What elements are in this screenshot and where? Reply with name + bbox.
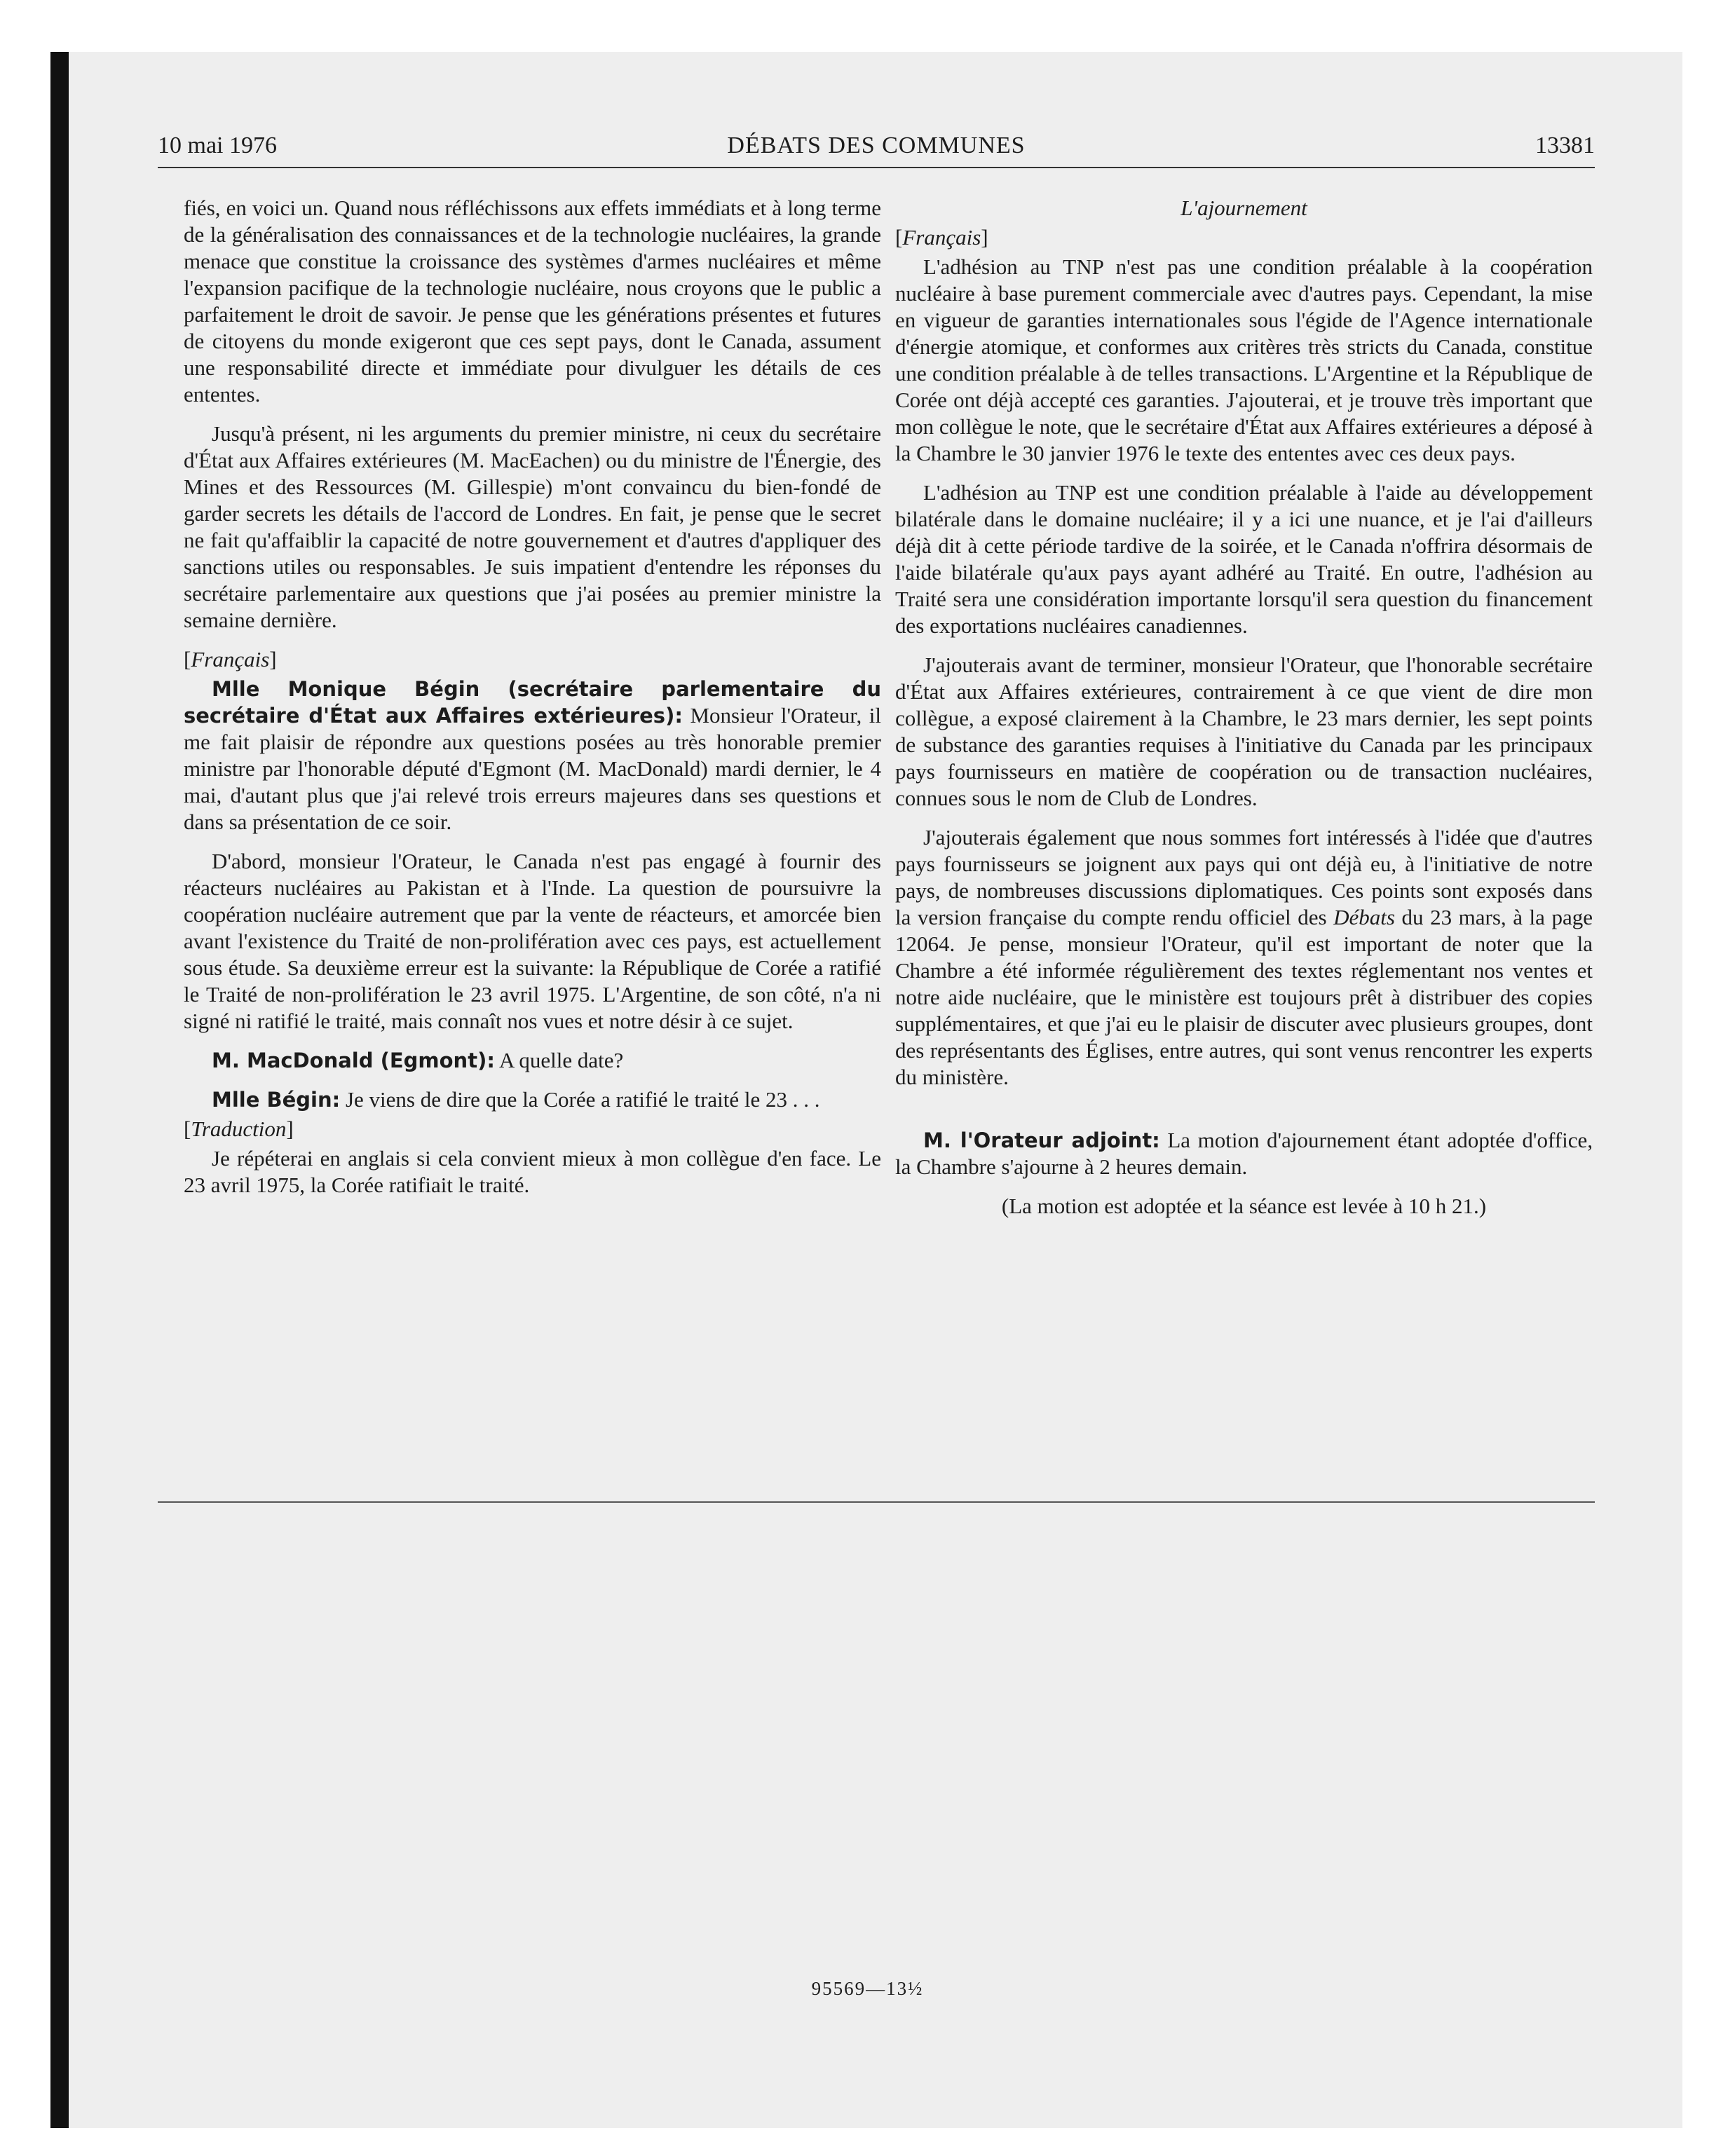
right-column — [895, 195, 1593, 1232]
end-note: (La motion est adoptée et la séance est levée à 10 h 21.) — [1001, 1194, 1487, 1218]
footer-code: 95569—13½ — [811, 1978, 924, 1999]
header-rule — [158, 167, 1595, 168]
paragraph: L'adhésion au TNP est une condition préalable à l'aide au développement bilatérale dans le domaine nucléaire; il y a ici une nuance, et je l'ai d'ailleurs déjà dit à cette période tardive de la soirée, et le Canada n'offrira désormais de l'aide bilatérale qu'aux pays ayant adhéré au Traité. En outre, l'adhésion au Traité sera une considération importante lorsqu'il sera question du financement des exportations nucléaires canadiennes. — [895, 480, 1593, 638]
speaker-name: Mlle Bégin: — [212, 1088, 341, 1112]
speech-text: La motion d'ajournement étant adoptée d'office, la Chambre s'ajourne à 2 heures demain. — [895, 1128, 1593, 1179]
italic-title: Débats — [1333, 905, 1395, 929]
speech — [184, 1086, 881, 1113]
paragraph: J'ajouterais avant de terminer, monsieur l'Orateur, que l'honorable secrétaire d'État aux Affaires extérieures, contrairement à ce que vient de dire mon collègue, a exposé clairement à la Chambre, le 23 mars dernier, les sept points de substance des garanties requises à l'initiative du Canada par les principaux pays fournisseurs en matière de coopération ou de transaction nucléaires, connues sous le nom de Club de Londres. — [895, 653, 1593, 810]
header-page-number: 13381 — [1535, 132, 1595, 158]
paragraph — [895, 824, 1593, 1091]
bottom-rule — [158, 1501, 1595, 1503]
paragraph: L'adhésion au TNP n'est pas une condition préalable à la coopération nucléaire à base purement commerciale avec d'autres pays. Cependant, la mise en vigueur de garanties internationales sous l'égide de l'Agence internationale d'énergie atomique, et conformes aux critères très stricts du Canada, constitue une condition préalable à de telles transactions. L'Argentine et la République de Corée ont déjà accepté ces garanties. J'ajouterai, et je trouve très important que mon collègue le note, que le secrétaire d'État aux Affaires extérieures a déposé à la Chambre le 30 janvier 1976 le texte des ententes avec ces deux pays. — [895, 254, 1593, 465]
language-marker: [ Traduction ] — [184, 1116, 881, 1142]
speaker-name: M. l'Orateur adjoint: — [923, 1128, 1160, 1152]
paragraph: D'abord, monsieur l'Orateur, le Canada n'est pas engagé à fournir des réacteurs nucléaires au Pakistan et à l'Inde. La question de poursuivre la coopération nucléaire autrement que par la vente de réacteurs, et amorcée bien avant l'existence du Traité de non-prolifération avec ces pays, est actuellement sous étude. Sa deuxième erreur est la suivante: la République de Corée a ratifié le Traité de non-prolifération le 23 avril 1975. L'Argentine, de son côté, n'a ni signé ni ratifié le traité, mais connaît nos vues et notre désir à ce sujet. — [184, 849, 881, 1033]
speaker-name: M. MacDonald (Egmont): — [212, 1049, 495, 1072]
header-date: 10 mai 1976 — [158, 132, 277, 158]
speech — [895, 1127, 1593, 1180]
speech — [184, 1047, 881, 1074]
speech-text: A quelle date? — [498, 1048, 624, 1072]
header-title: DÉBATS DES COMMUNES — [727, 132, 1026, 158]
running-head — [158, 126, 1595, 165]
speaker-name: Mlle Monique Bégin (secrétaire parlementaire du secrétaire d'État aux Affaires extérieures): — [184, 677, 881, 728]
paragraph: Je répéterai en anglais si cela convient mieux à mon collègue d'en face. Le 23 avril 1975, la Corée ratifiait le traité. — [184, 1146, 881, 1197]
section-heading: L'ajournement — [1181, 196, 1307, 220]
paragraph: Jusqu'à présent, ni les arguments du premier ministre, ni ceux du secrétaire d'État aux Affaires extérieures (M. MacEachen) ou du ministre de l'Énergie, des Mines et des Ressources (M. Gillespie) m'ont convaincu du bien-fondé de garder secrets les détails de l'accord de Londres. En fait, je pense que le secret ne fait qu'affaiblir la capacité de notre gouvernement et d'autres d'appliquer des sanctions utiles ou responsables. Je suis impatient d'entendre les réponses du secrétaire parlementaire aux questions que j'ai posées au premier ministre la semaine dernière. — [184, 421, 881, 632]
paragraph: fiés, en voici un. Quand nous réfléchissons aux effets immédiats et à long terme de la généralisation des connaissances et de la technologie nucléaires, la grande menace que constitue la croissance des systèmes d'armes nucléaires et même l'expansion pacifique de la technologie nucléaire, nous croyons que le public a parfaitement le droit de savoir. Je pense que les générations présentes et futures de citoyens du monde exigeront que ces sept pays, dont le Canada, assument une responsabilité directe et immédiate pour divulguer les détails de ces ententes. — [184, 196, 881, 407]
scan-edge-bar — [50, 52, 69, 2128]
left-column — [184, 195, 881, 1211]
language-marker: [ Français ] — [184, 646, 881, 673]
language-marker: [ Français ] — [895, 224, 1593, 251]
speech-text: Monsieur l'Orateur, il me fait plaisir de répondre aux questions posées au très honorable premier ministre par l'honorable député d'Egmont (M. MacDonald) mardi dernier, le 4 mai, d'autant plus que j'ai relevé trois erreurs majeures dans ses questions et dans sa présentation de ce soir. — [184, 703, 882, 834]
paragraph-text: du 23 mars, à la page 12064. Je pense, monsieur l'Orateur, qu'il est important de noter que la Chambre a été informée régulièrement des textes réglementant nos ventes et notre aide nucléaire, que le ministère est toujours prêt à distribuer des copies supplémentaires, et que j'ai eu le plaisir de discuter avec plusieurs groupes, dont des représentants des Églises, entre autres, qui sont venus rencontrer les experts du ministère. — [895, 905, 1593, 1089]
speech — [184, 676, 881, 835]
paragraph-text: J'ajouterais également que nous sommes fort intéressés à l'idée que d'autres pays fournisseurs se joignent aux pays qui ont déjà eu, à l'initiative de notre pays, de nombreuses discussions diplomatiques. Ces points sont exposés dans la version française du compte rendu officiel des — [895, 825, 1593, 929]
speech-text: Je viens de dire que la Corée a ratifié le traité le 23 . . . — [345, 1087, 820, 1112]
